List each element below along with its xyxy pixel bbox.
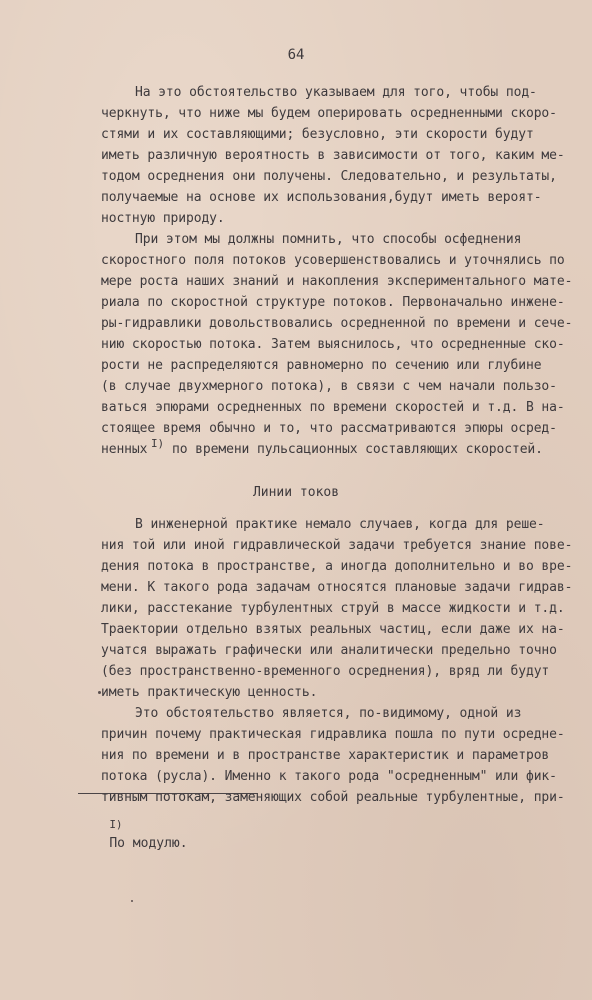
text-line: ваться эпюрами осредненных по времени скоростей и т.д. В на- [101, 400, 565, 415]
text-line: Это обстоятельство является, по-видимому, одной из [135, 706, 522, 721]
text-line: стями и их составляющими; безусловно, эти скорости будут [101, 127, 534, 142]
text-line: риала по скоростной структуре потоков. Первоначально инжене- [101, 295, 565, 310]
text-line: черкнуть, что ниже мы будем оперировать осредненными скоро- [101, 106, 557, 121]
text-line: учатся выражать графически или аналитически предельно точно [101, 643, 557, 658]
footnote-rule [78, 793, 258, 794]
text-line: мере роста наших знаний и накопления экспериментального мате- [101, 274, 573, 289]
text-line: При этом мы должны помнить, что способы осфеднения [135, 232, 522, 247]
footnote-marker: I) [151, 437, 165, 450]
page-number: 64 [287, 47, 305, 63]
text-line: стоящее время обычно и то, что рассматриваются эпюры осред- [101, 421, 557, 436]
text-line: Траектории отдельно взятых реальных частиц, если даже их на- [101, 622, 565, 637]
text-line: скоростного поля потоков усовершенствовались и уточнялись по [101, 253, 565, 268]
text-line: нию скоростью потока. Затем выяснилось, что осредненные ско- [101, 337, 565, 352]
section-title: Линии токов [252, 485, 340, 500]
text-line: тивным потокам, заменяющих собой реальные турбулентные, при- [101, 790, 565, 805]
text-line: ния той или иной гидравлической задачи требуется знание пове- [101, 538, 573, 553]
text-line: В инженерной практике немало случаев, когда для реше- [135, 517, 545, 532]
text-line: ненных [101, 442, 148, 457]
text-line: иметь практическую ценность. [101, 685, 318, 700]
text-line: мени. К такого рода задачам относятся плановые задачи гидрав- [101, 580, 573, 595]
text-line: ры-гидравлики довольствовались осредненной по времени и сече- [101, 316, 573, 331]
text-line: тодом осреднения они получены. Следовательно, и результаты, [101, 169, 557, 184]
text-line: лики, расстекание турбулентных струй в массе жидкости и т.д. [101, 601, 565, 616]
text-line: ностную природу. [101, 211, 225, 226]
text-line: по времени пульсационных составляющих скоростей. [172, 442, 543, 457]
paper-speck [131, 900, 133, 902]
text-line: потока (русла). Именно к такого рода "осредненным" или фик- [101, 769, 557, 784]
text-line: ния по времени и в пространстве характеристик и параметров [101, 748, 550, 763]
text-line: получаемые на основе их использования,будут иметь вероят- [101, 190, 542, 205]
text-line: причин почему практическая гидравлика пошла по пути осредне- [101, 727, 565, 742]
footnote-text: По модулю. [109, 836, 188, 851]
footnote [78, 806, 188, 866]
footnote-marker: I) [109, 818, 123, 831]
text-line: иметь различную вероятность в зависимости от того, каким ме- [101, 148, 565, 163]
text-line: (без пространственно-временного осреднения), вряд ли будут [101, 664, 550, 679]
text-line: На это обстоятельство указываем для того, чтобы под- [135, 85, 537, 100]
text-line: рости не распределяются равномерно по сечению или глубине [101, 358, 542, 373]
paper-speck [98, 691, 101, 694]
text-line: дения потока в пространстве, а иногда дополнительно и во вре- [101, 559, 573, 574]
text-line: (в случае двухмерного потока), в связи с чем начали пользо- [101, 379, 557, 394]
